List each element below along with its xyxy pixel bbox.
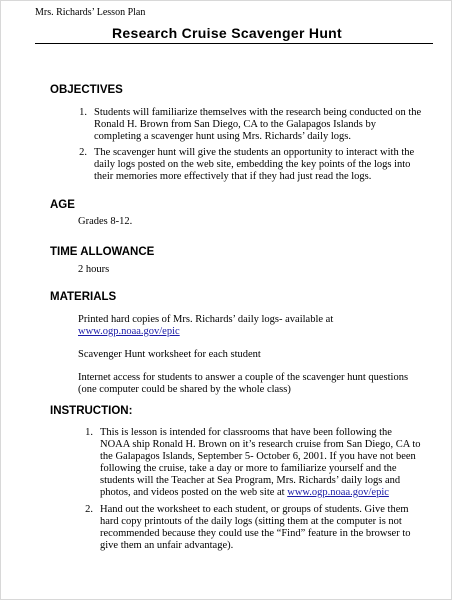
document-title: Research Cruise Scavenger Hunt — [112, 25, 342, 41]
materials-internet-line-2: (one computer could be shared by the whole class) — [78, 384, 291, 395]
instruction-heading: INSTRUCTION: — [50, 405, 133, 417]
materials-logs-link-line — [78, 326, 180, 338]
age-heading: AGE — [50, 199, 75, 211]
materials-heading: MATERIALS — [50, 291, 117, 303]
time-allowance-text: 2 hours — [78, 264, 110, 275]
instruction-item — [100, 427, 421, 499]
instruction-number: 2. — [85, 504, 93, 515]
instruction-number: 1. — [85, 427, 93, 438]
instruction-line-with-link — [100, 487, 421, 499]
objective-line: completing a scavenger hunt using Mrs. Richards’ daily logs. — [94, 131, 352, 142]
objective-line: their memories more effectively that if they had just read the logs. — [94, 171, 372, 182]
instruction-line: students will the Teacher at Sea Program, Mrs. Richards’ daily logs and — [100, 475, 401, 486]
time-allowance-heading: TIME ALLOWANCE — [50, 246, 155, 258]
materials-worksheet-line: Scavenger Hunt worksheet for each student — [78, 349, 261, 360]
objectives-heading: OBJECTIVES — [50, 84, 123, 96]
instruction-line: photos, and videos posted on the web site at — [100, 487, 288, 498]
instruction-line: give them an unfair advantage). — [100, 540, 234, 551]
instruction-item — [100, 504, 411, 552]
objective-line: daily logs posted on the web site, embedding the key points of the logs into — [94, 159, 411, 170]
materials-internet-line: Internet access for students to answer a couple of the scavenger hunt questions — [78, 372, 409, 383]
instruction-line: Hand out the worksheet to each student, or groups of students. Give them — [100, 504, 409, 515]
objective-number: 1. — [79, 107, 87, 118]
instruction-line: NOAA ship Ronald H. Brown on it’s research cruise from San Diego, CA to — [100, 439, 421, 450]
objective-line: The scavenger hunt will give the students an opportunity to interact with the — [94, 147, 415, 158]
epic-link[interactable]: www.ogp.noaa.gov/epic — [78, 326, 180, 337]
age-text: Grades 8-12. — [78, 216, 133, 227]
objective-item — [94, 107, 421, 143]
instruction-line: following the cruise, take a day or more to familiarize yourself and the — [100, 463, 397, 474]
running-head: Mrs. Richards’ Lesson Plan — [35, 7, 146, 18]
objective-line: Ronald H. Brown from San Diego, CA to the Galapagos Islands by — [94, 119, 377, 130]
objective-number: 2. — [79, 147, 87, 158]
epic-link[interactable]: www.ogp.noaa.gov/epic — [287, 487, 389, 498]
instruction-line: hard copy printouts of the daily logs (sitting them at the computer is not — [100, 516, 402, 527]
instruction-line: the Galapagos Islands, September 5- October 6, 2001. If you have not been — [100, 451, 416, 462]
materials-logs-line: Printed hard copies of Mrs. Richards’ daily logs- available at — [78, 314, 334, 325]
objective-line: Students will familiarize themselves with the research being conducted on the — [94, 107, 422, 118]
instruction-line: This is lesson is intended for classrooms that have been following the — [100, 427, 392, 438]
objective-item — [94, 147, 414, 183]
instruction-line: recommended because they could use the “Find” feature in the browser to — [100, 528, 411, 539]
title-rule — [35, 43, 433, 44]
